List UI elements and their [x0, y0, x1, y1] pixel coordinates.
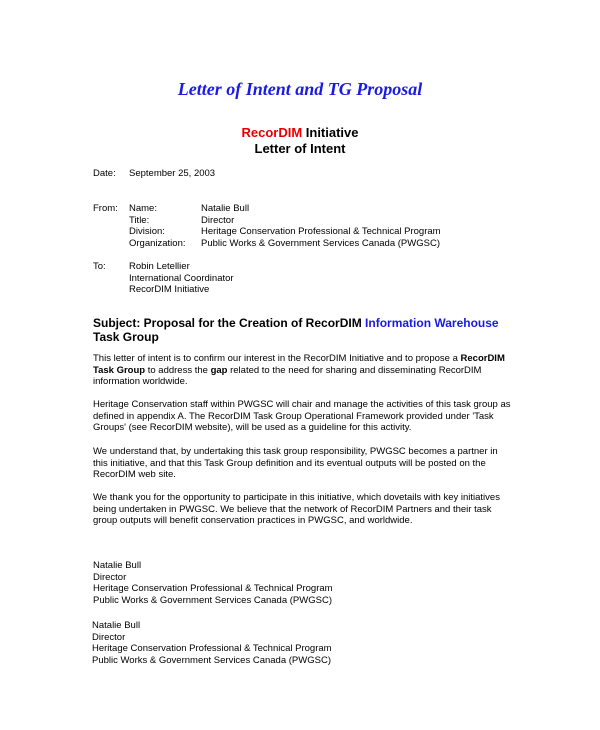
- signature-division: Heritage Conservation Professional & Technical Program: [93, 583, 333, 594]
- subject-prefix: Subject: Proposal for the Creation of RecorDIM: [93, 316, 366, 330]
- signature-title: Director: [93, 571, 127, 583]
- subject-line: [93, 316, 513, 344]
- from-title-value: Director: [201, 214, 235, 226]
- body-paragraph-1: [93, 353, 513, 388]
- p4-text: We thank you for the opportunity to participate in this initiative, which dovetails with key initiatives being undertaken in PWGSC. We believe that the network of RecorDIM Partners and their task group outputs will benefit conservation practices in PWGSC, and worldwide.: [93, 492, 500, 526]
- to-line: International Coordinator: [129, 272, 234, 284]
- signature-name: Natalie Bull: [92, 620, 141, 631]
- from-division-label: Division:: [129, 226, 165, 237]
- body-paragraph-2: [93, 399, 513, 434]
- date-value: September 25, 2003: [129, 168, 216, 179]
- from-organization-value: Public Works & Government Services Canada (PWGSC): [201, 237, 440, 249]
- p1-text: to address the: [145, 364, 211, 376]
- from-division-value: Heritage Conservation Professional & Technical Program: [201, 226, 441, 237]
- p2-text: Heritage Conservation staff within PWGSC will chair and manage the activities of this task group as defined in appendix A. The RecorDIM Task Group Operational Framework provided under 'Task Groups' (see RecorDIM website), will be used as a guideline for this activity.: [93, 399, 511, 433]
- to-line: RecorDIM Initiative: [129, 284, 210, 295]
- p1-bold-gap: gap: [210, 364, 228, 376]
- signature-title: Director: [92, 631, 126, 643]
- body-paragraph-3: [93, 446, 513, 481]
- signature-organization: Public Works & Government Services Canada (PWGSC): [93, 594, 332, 606]
- body-paragraph-4: [93, 492, 513, 527]
- signature-block-2: [92, 620, 332, 666]
- p1-text: related to the need for sharing and disseminating RecorDIM information worldwide.: [93, 364, 482, 387]
- heading-brand: RecorDIM: [241, 125, 303, 140]
- subject-highlight: Information Warehouse: [365, 316, 499, 330]
- signature-division: Heritage Conservation Professional & Technical Program: [92, 643, 332, 654]
- document-title: Letter of Intent and TG Proposal: [177, 79, 423, 99]
- from-label: From:: [93, 203, 118, 214]
- heading-initiative-text: Initiative: [302, 125, 359, 140]
- signature-name: Natalie Bull: [93, 560, 142, 571]
- heading-letter-of-intent: Letter of Intent: [254, 141, 346, 156]
- from-title-label: Title:: [129, 214, 150, 226]
- heading-initiative: [0, 125, 600, 140]
- from-name-label: Name:: [129, 203, 157, 214]
- date-label: Date:: [93, 168, 116, 179]
- signature-block-1: [93, 560, 333, 606]
- to-line: Robin Letellier: [129, 261, 190, 272]
- from-name-value: Natalie Bull: [201, 203, 250, 214]
- to-label: To:: [93, 261, 106, 272]
- from-organization-label: Organization:: [129, 237, 186, 249]
- signature-organization: Public Works & Government Services Canada (PWGSC): [92, 654, 331, 666]
- p1-text: This letter of intent is to confirm our interest in the RecorDIM Initiative and to propose a: [93, 353, 461, 364]
- p3-text: We understand that, by undertaking this task group responsibility, PWGSC becomes a partner in this initiative, and that this Task Group definition and its eventual outputs will be posted on the RecorDIM web site.: [93, 446, 498, 480]
- subject-suffix: Task Group: [93, 330, 159, 344]
- p1-bold-task-group: RecorDIM Task Group: [93, 353, 505, 376]
